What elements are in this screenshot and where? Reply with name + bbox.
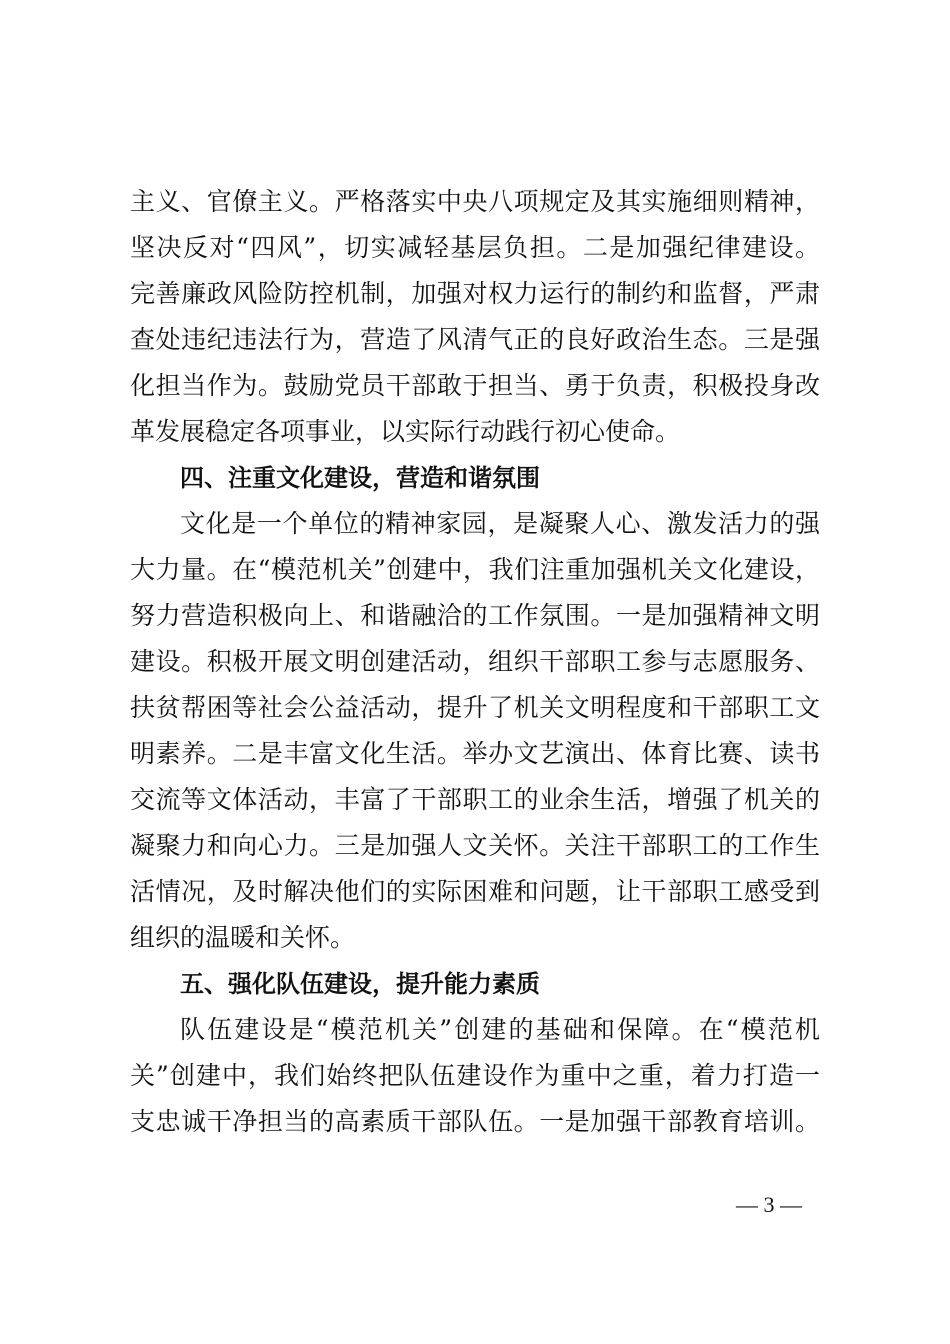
paragraph-line: 主义、官僚主义。严格落实中央八项规定及其实施细则精神， <box>130 187 820 216</box>
paragraph-line: 关”创建中，我们始终把队伍建设作为重中之重，着力打造一 <box>130 1061 820 1090</box>
paragraph-line: 大力量。在“模范机关”创建中，我们注重加强机关文化建设， <box>130 555 820 584</box>
paragraph-line: 坚决反对“四风”，切实减轻基层负担。二是加强纪律建设。 <box>130 233 820 262</box>
paragraph-line: 支忠诚干净担当的高素质干部队伍。一是加强干部教育培训。 <box>130 1107 820 1136</box>
paragraph-line: 化担当作为。鼓励党员干部敢于担当、勇于负责，积极投身改 <box>130 371 820 400</box>
paragraph-line: 交流等文体活动，丰富了干部职工的业余生活，增强了机关的 <box>130 785 820 814</box>
paragraph-line: 努力营造积极向上、和谐融洽的工作氛围。一是加强精神文明 <box>130 601 820 630</box>
section-heading: 四、注重文化建设，营造和谐氛围 <box>180 464 540 492</box>
paragraph-line: 队伍建设是“模范机关”创建的基础和保障。在“模范机 <box>180 1015 820 1044</box>
paragraph-line: 建设。积极开展文明创建活动，组织干部职工参与志愿服务、 <box>130 647 820 676</box>
paragraph-line: 组织的温暖和关怀。 <box>130 923 356 952</box>
paragraph-line: 完善廉政风险防控机制，加强对权力运行的制约和监督，严肃 <box>130 279 820 308</box>
paragraph-line: 扶贫帮困等社会公益活动，提升了机关文明程度和干部职工文 <box>130 693 820 722</box>
page-number: — 3 — <box>736 1192 802 1217</box>
paragraph-line: 凝聚力和向心力。三是加强人文关怀。关注干部职工的工作生 <box>130 831 820 860</box>
section-heading: 五、强化队伍建设，提升能力素质 <box>180 970 540 998</box>
paragraph-line: 文化是一个单位的精神家园，是凝聚人心、激发活力的强 <box>180 509 820 538</box>
paragraph-line: 革发展稳定各项事业，以实际行动践行初心使命。 <box>130 417 681 446</box>
paragraph-line: 活情况，及时解决他们的实际困难和问题，让干部职工感受到 <box>130 877 820 906</box>
paragraph-line: 明素养。二是丰富文化生活。举办文艺演出、体育比赛、读书 <box>130 739 820 768</box>
paragraph-line: 查处违纪违法行为，营造了风清气正的良好政治生态。三是强 <box>130 325 820 354</box>
